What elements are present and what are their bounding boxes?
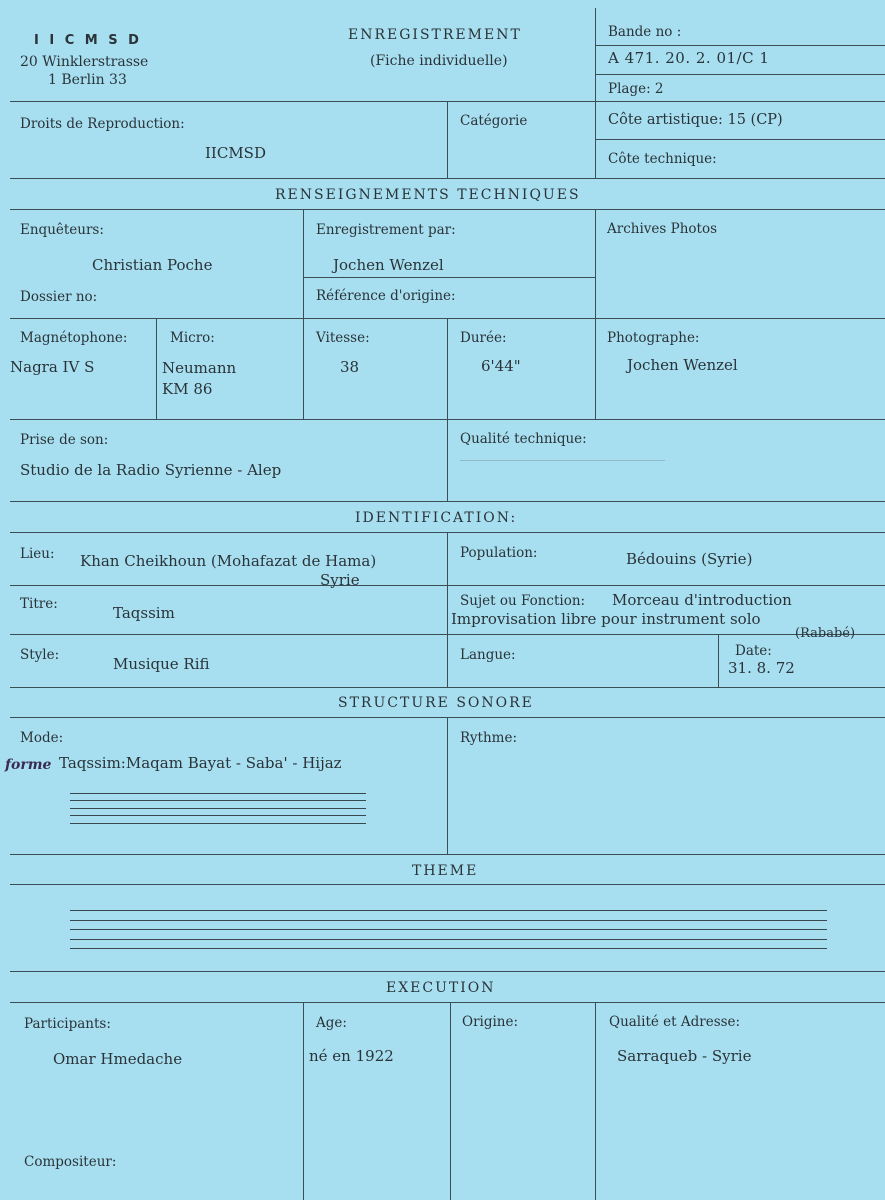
bande-value: A 471. 20. 2. 01/C 1 xyxy=(608,49,770,67)
divider xyxy=(303,1002,304,1200)
lieu-value-2: Syrie xyxy=(320,571,360,589)
divider xyxy=(447,717,448,854)
divider xyxy=(595,45,885,46)
divider xyxy=(10,884,885,885)
droits-label: Droits de Reproduction: xyxy=(20,116,185,132)
divider xyxy=(10,687,885,688)
vitesse-value: 38 xyxy=(340,358,360,376)
section-technique-title: RENSEIGNEMENTS TECHNIQUES xyxy=(275,187,581,203)
mode-label: Mode: xyxy=(20,730,64,746)
titre-value: Taqssim xyxy=(113,604,175,622)
sujet-value-2: Improvisation libre pour instrument solo xyxy=(451,610,761,628)
origine-label: Origine: xyxy=(462,1014,519,1030)
form-title: ENREGISTREMENT xyxy=(348,27,522,43)
divider xyxy=(595,74,885,75)
divider xyxy=(447,318,448,501)
staff-line xyxy=(70,815,366,816)
date-value: 31. 8. 72 xyxy=(728,659,795,677)
style-label: Style: xyxy=(20,647,60,663)
enreg-par-value: Jochen Wenzel xyxy=(333,256,444,274)
divider xyxy=(303,277,595,278)
divider xyxy=(595,1002,596,1200)
cote-artistique: Côte artistique: 15 (CP) xyxy=(608,112,783,128)
qualite-adresse-label: Qualité et Adresse: xyxy=(609,1014,741,1030)
section-structure-title: STRUCTURE SONORE xyxy=(338,695,534,711)
lieu-value: Khan Cheikhoun (Mohafazat de Hama) xyxy=(80,552,377,570)
form-subtitle: (Fiche individuelle) xyxy=(370,53,508,69)
section-identification-title: IDENTIFICATION: xyxy=(355,510,518,526)
divider xyxy=(718,634,719,687)
divider xyxy=(10,971,885,972)
style-value: Musique Rifi xyxy=(113,655,210,673)
lieu-label: Lieu: xyxy=(20,546,55,562)
divider xyxy=(447,532,448,687)
divider xyxy=(595,139,885,140)
categorie-label: Catégorie xyxy=(460,113,528,129)
org-name: I I C M S D xyxy=(34,33,142,48)
micro-label: Micro: xyxy=(170,330,215,346)
enqueteurs-label: Enquêteurs: xyxy=(20,222,104,238)
duree-value: 6'44" xyxy=(481,357,521,375)
divider xyxy=(450,1002,451,1200)
section-execution-title: EXECUTION xyxy=(386,980,496,996)
qualite-technique-label: Qualité technique: xyxy=(460,431,587,447)
divider xyxy=(10,178,885,179)
staff-line xyxy=(70,793,366,794)
magneto-value: Nagra IV S xyxy=(10,358,95,376)
photographe-value: Jochen Wenzel xyxy=(627,356,738,374)
vitesse-label: Vitesse: xyxy=(316,330,370,346)
staff-line xyxy=(70,910,827,911)
age-value: né en 1922 xyxy=(309,1047,394,1065)
divider xyxy=(595,8,596,178)
staff-line xyxy=(70,948,827,949)
divider xyxy=(595,209,596,419)
micro-value-2: KM 86 xyxy=(162,380,213,398)
bande-label: Bande no : xyxy=(608,24,682,40)
cote-technique: Côte technique: xyxy=(608,151,717,167)
sujet-value-3: (Rababé) xyxy=(795,626,856,641)
compositeur-label: Compositeur: xyxy=(24,1154,117,1170)
divider xyxy=(10,1002,885,1003)
qualite-adresse-value: Sarraqueb - Syrie xyxy=(617,1047,752,1065)
enqueteurs-value: Christian Poche xyxy=(92,256,213,274)
org-city: 1 Berlin 33 xyxy=(48,72,127,88)
staff-line xyxy=(70,929,827,930)
divider xyxy=(10,501,885,502)
magneto-label: Magnétophone: xyxy=(20,330,128,346)
age-label: Age: xyxy=(316,1015,347,1031)
plage-field: Plage: 2 xyxy=(608,81,664,97)
sujet-label: Sujet ou Fonction: xyxy=(460,593,586,609)
org-street: 20 Winklerstrasse xyxy=(20,54,149,70)
sujet-value: Morceau d'introduction xyxy=(612,591,792,609)
divider xyxy=(10,854,885,855)
population-label: Population: xyxy=(460,545,538,561)
langue-label: Langue: xyxy=(460,647,516,663)
prise-value: Studio de la Radio Syrienne - Alep xyxy=(20,461,282,479)
photographe-label: Photographe: xyxy=(607,330,700,346)
staff-line xyxy=(70,823,366,824)
mode-handwritten-note: forme xyxy=(5,757,52,773)
divider xyxy=(447,101,448,178)
droits-value: IICMSD xyxy=(205,144,266,162)
mode-value: Taqssim:Maqam Bayat - Saba' - Hijaz xyxy=(59,754,342,772)
staff-line xyxy=(70,920,827,921)
population-value: Bédouins (Syrie) xyxy=(626,550,753,568)
staff-line xyxy=(70,808,366,809)
enreg-par-label: Enregistrement par: xyxy=(316,222,456,238)
prise-label: Prise de son: xyxy=(20,432,109,448)
participants-value: Omar Hmedache xyxy=(53,1050,183,1068)
participants-label: Participants: xyxy=(24,1016,111,1032)
duree-label: Durée: xyxy=(460,330,507,346)
reference-label: Référence d'origine: xyxy=(316,288,456,304)
micro-value-1: Neumann xyxy=(162,359,237,377)
titre-label: Titre: xyxy=(20,596,58,612)
section-theme-title: THEME xyxy=(412,863,479,879)
underline xyxy=(460,460,665,461)
date-label: Date: xyxy=(735,643,772,659)
divider xyxy=(303,209,304,419)
rythme-label: Rythme: xyxy=(460,730,518,746)
divider xyxy=(156,318,157,419)
divider xyxy=(10,209,885,210)
staff-line xyxy=(70,939,827,940)
staff-line xyxy=(70,800,366,801)
dossier-label: Dossier no: xyxy=(20,289,98,305)
archives-label: Archives Photos xyxy=(607,221,717,237)
